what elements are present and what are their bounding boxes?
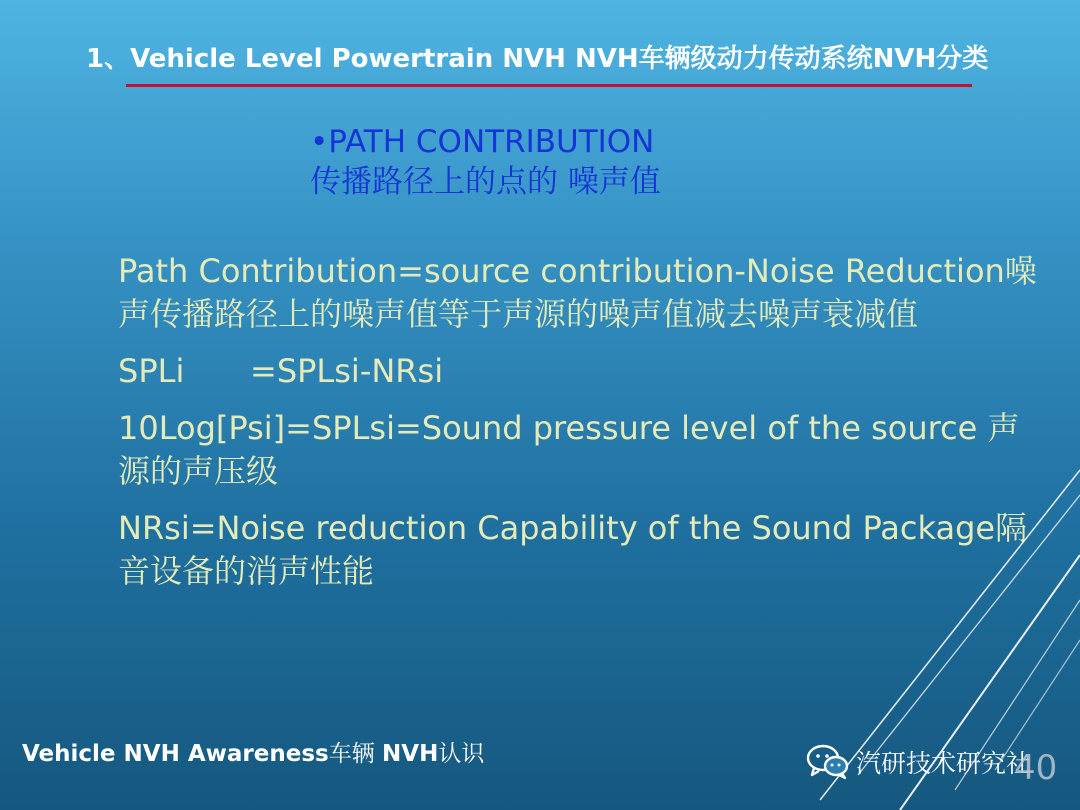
definition-paragraph: Path Contribution=source contribution-Noise Reduction噪声传播路径上的噪声值等于声源的噪声值减去噪声衰减值 xyxy=(118,252,1037,333)
wechat-watermark xyxy=(806,744,1031,780)
slide-title: 1、Vehicle Level Powertrain NVH NVH车辆级动力传动系统NVH分类 xyxy=(86,44,989,74)
wechat-account-name: 汽研技术研究社 xyxy=(856,749,1032,778)
subtitle-english: •PATH CONTRIBUTION xyxy=(310,124,655,160)
footer-awareness xyxy=(22,735,484,768)
source-level-paragraph: 10Log[Psi]=SPLsi=Sound pressure level of the source 声源的声压级 xyxy=(118,409,1020,490)
formula-value: =SPLsi-NRsi xyxy=(250,352,444,390)
footer-awareness-zh2: 认识 xyxy=(438,741,485,767)
noise-reduction-paragraph: NRsi=Noise reduction Capability of the Sound Package隔音设备的消声性能 xyxy=(118,509,1028,590)
subtitle-chinese: 传播路径上的点的 噪声值 xyxy=(310,164,661,200)
footer-awareness-zh1: 车辆 xyxy=(328,741,383,767)
footer-awareness-en: Vehicle NVH Awareness xyxy=(22,741,329,767)
footer-awareness-en2: NVH xyxy=(382,741,439,767)
wechat-icon xyxy=(806,744,850,780)
formula-label: SPLi xyxy=(118,352,185,390)
page-number: 40 xyxy=(1014,748,1058,788)
